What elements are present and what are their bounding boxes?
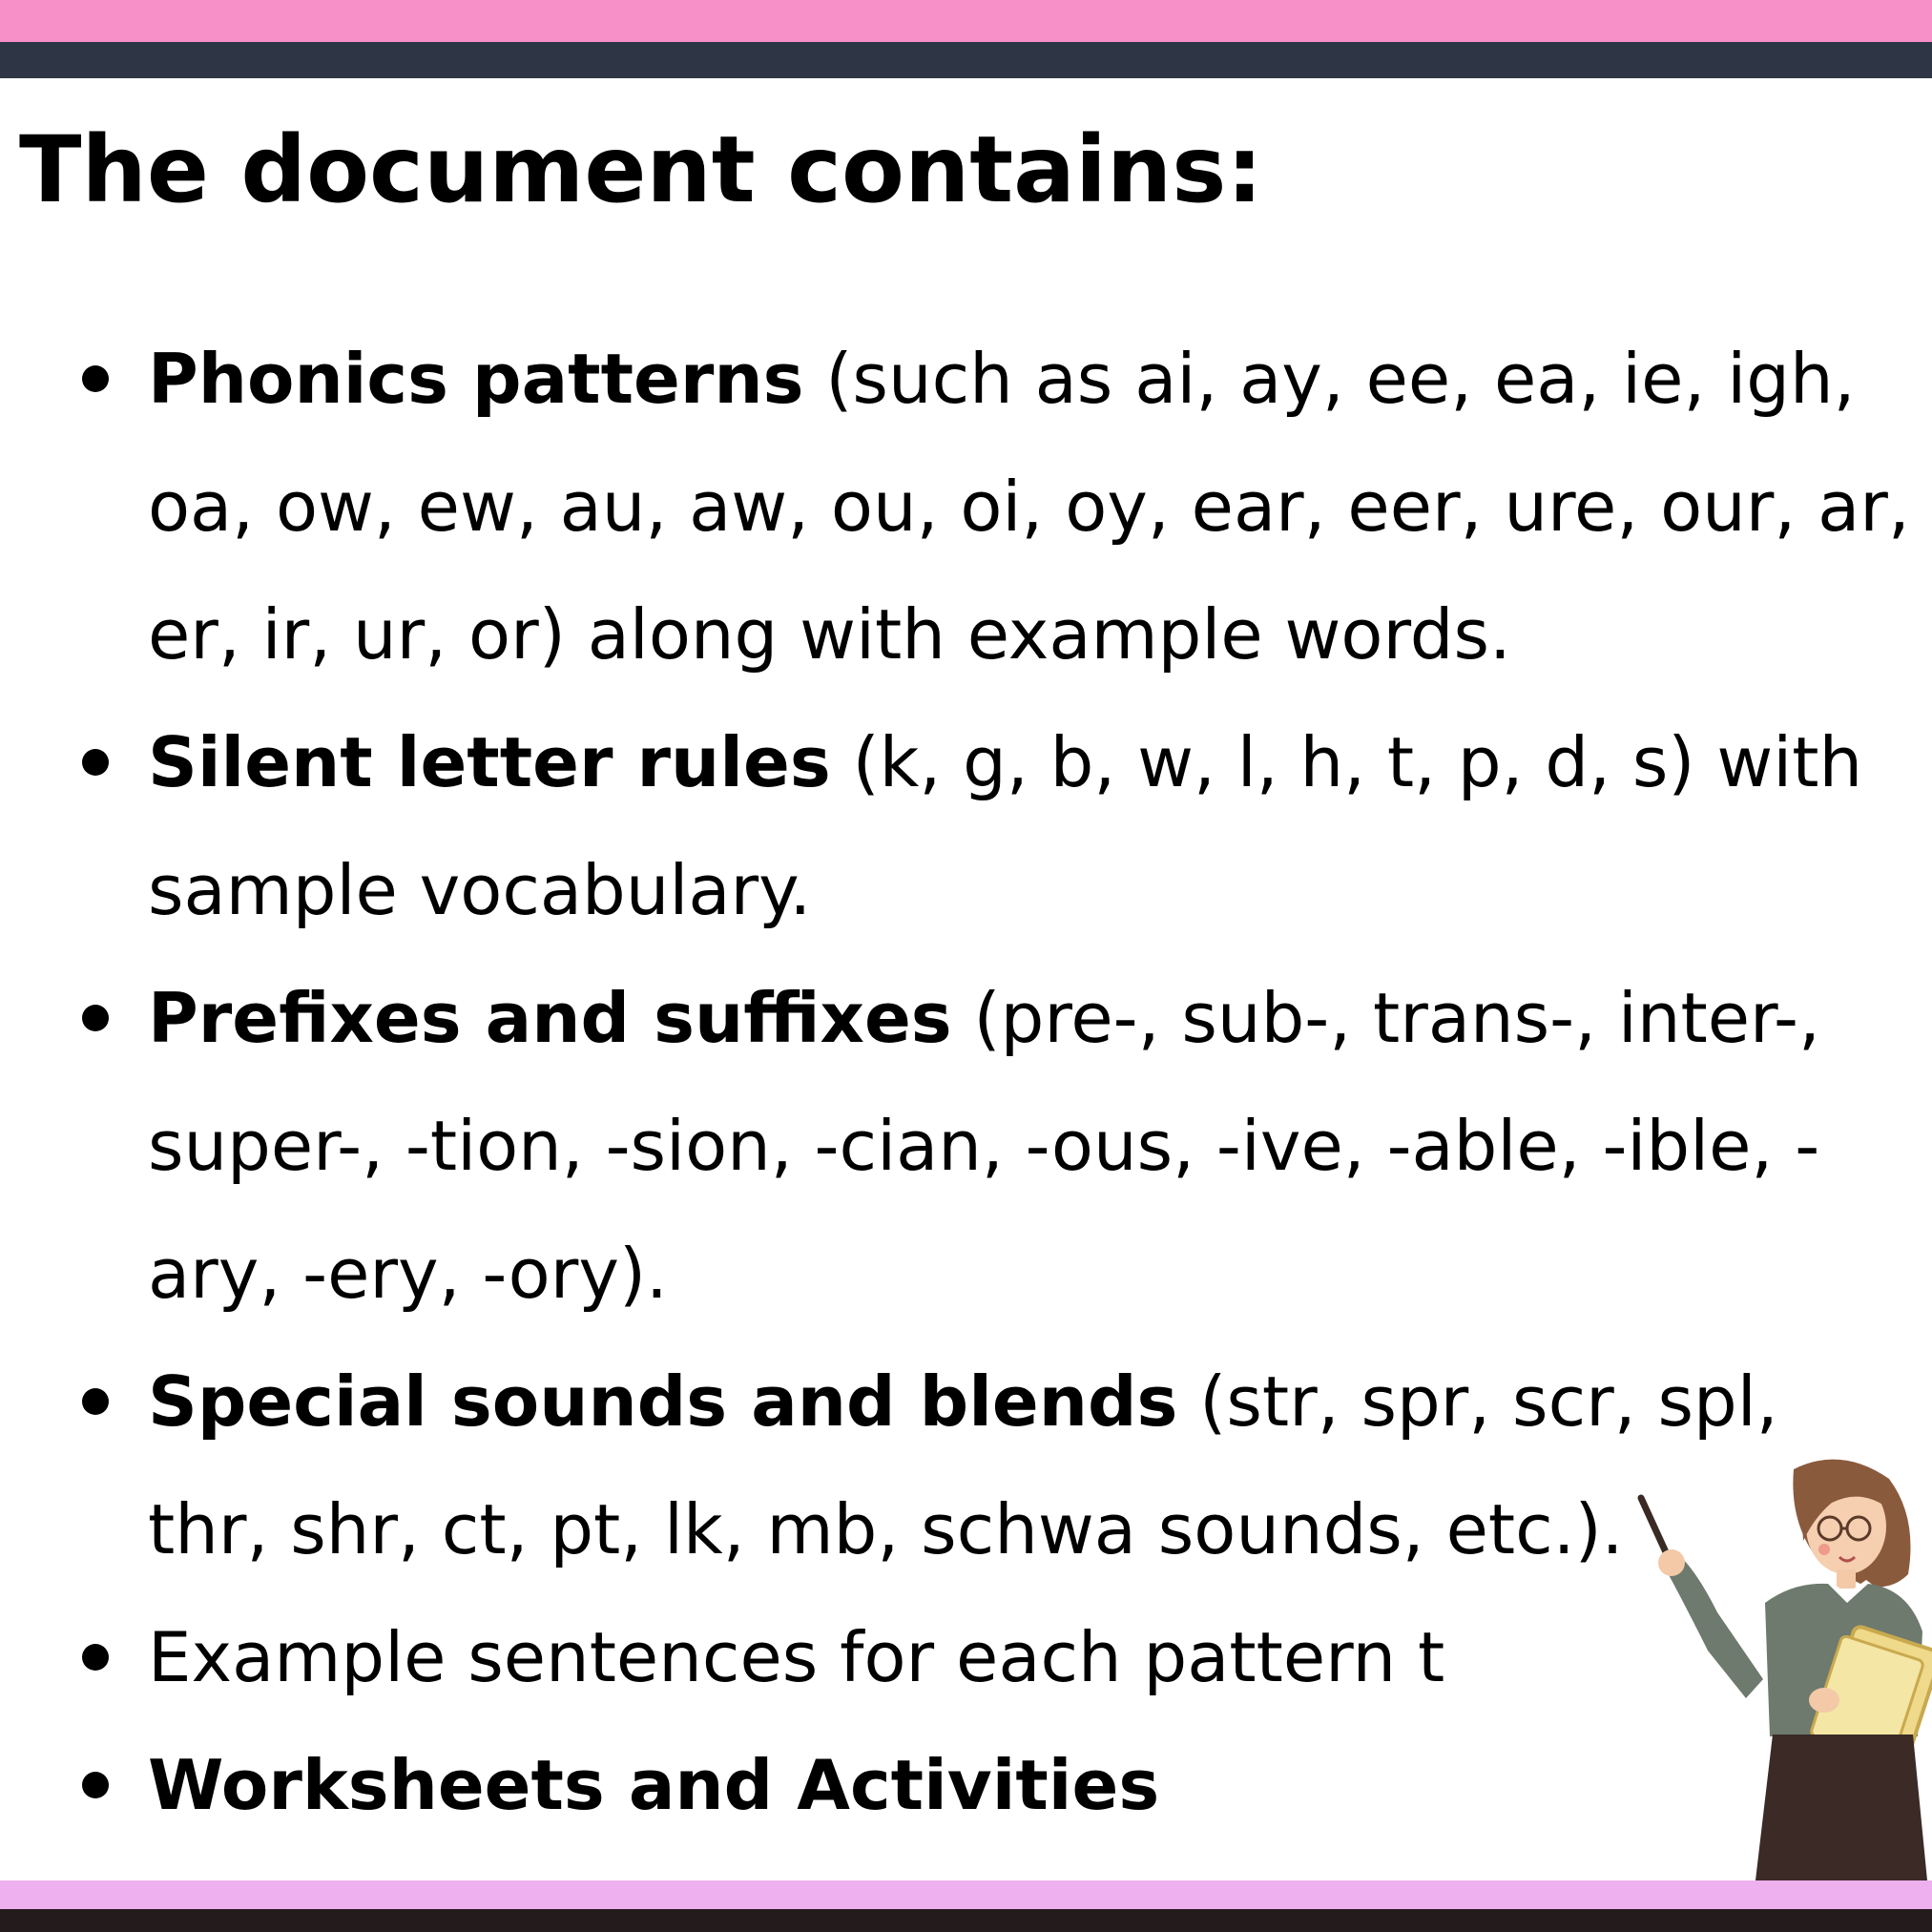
item-description: Example sentences for each pattern t bbox=[148, 1617, 1445, 1697]
bullet-icon bbox=[82, 1388, 109, 1415]
top-navy-band bbox=[0, 42, 1932, 78]
bullet-icon bbox=[82, 1772, 109, 1798]
teacher-illustration bbox=[1603, 1450, 1932, 1880]
item-description: (k, g, b, w, l, h, t, p, d, s) with sample vocabulary. bbox=[148, 722, 1863, 930]
bottom-lilac-stripe bbox=[0, 1880, 1932, 1909]
item-description: (pre-, sub-, trans-, inter-, super-, -tion, -sion, -cian, -ous, -ive, -able, -ible, -ary, -ery, -ory). bbox=[148, 978, 1820, 1314]
bullet-icon bbox=[82, 749, 109, 776]
list-item-silent-letters bbox=[0, 698, 1932, 954]
bullet-icon bbox=[82, 365, 109, 392]
item-bold-label: Worksheets and Activities bbox=[148, 1745, 1160, 1825]
bullet-icon bbox=[82, 1005, 109, 1031]
item-description: (such as ai, ay, ee, ea, ie, igh, oa, ow, ew, au, aw, ou, oi, oy, ear, eer, ure, our, ar, er, ir, ur, or) along with example words. bbox=[148, 339, 1910, 675]
list-item-prefixes-suffixes bbox=[0, 954, 1932, 1338]
item-bold-label: Special sounds and blends bbox=[148, 1361, 1178, 1442]
item-bold-label: Phonics patterns bbox=[148, 339, 804, 419]
item-bold-label: Prefixes and suffixes bbox=[148, 978, 952, 1058]
bullet-icon bbox=[82, 1644, 109, 1671]
item-description: (str, spr, scr, spl, thr, shr, ct, pt, lk, mb, schwa sounds, etc.). bbox=[148, 1361, 1778, 1569]
bottom-dark-band bbox=[0, 1909, 1932, 1932]
top-pink-stripe bbox=[0, 0, 1932, 42]
list-item-phonics bbox=[0, 315, 1932, 698]
page-title: The document contains: bbox=[19, 116, 1263, 223]
item-bold-label: Silent letter rules bbox=[148, 722, 831, 802]
